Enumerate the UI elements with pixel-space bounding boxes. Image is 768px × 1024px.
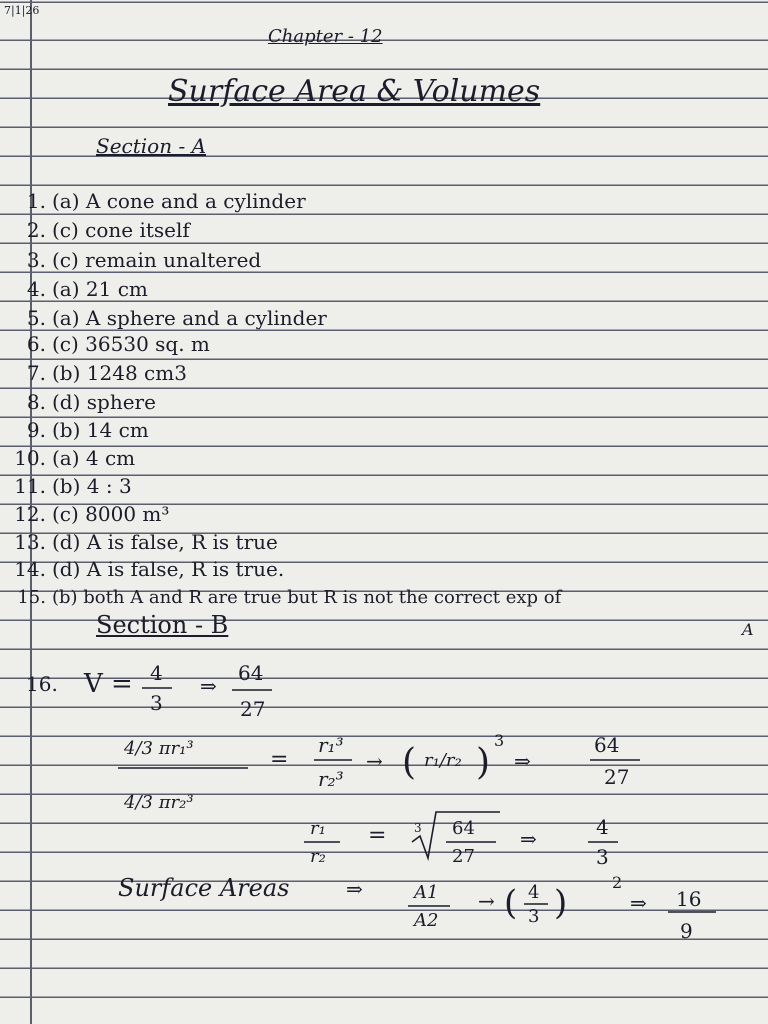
answer-number: 10. (14, 446, 46, 470)
arrow-icon: ⇒ (346, 877, 363, 901)
cubed-denominator: 27 (240, 697, 266, 721)
section-a-heading: Section - A (96, 134, 207, 158)
answer-text: (b) 1248 cm3 (52, 361, 187, 385)
answer-number: 5. (26, 306, 46, 330)
answer-text: (d) sphere (52, 390, 156, 414)
r1-label: r₁ (310, 818, 326, 839)
equals-sign: = (368, 823, 387, 848)
page-title: Surface Area & Volumes (168, 74, 541, 109)
arrow-icon: ⇒ (200, 674, 217, 698)
answer-number: 14. (14, 557, 46, 581)
answer-number: 4. (26, 277, 46, 301)
answer-number: 2. (26, 218, 46, 242)
result-denominator: 27 (604, 765, 630, 789)
left-paren: ( (402, 742, 417, 783)
arrow-icon: ⇒ (630, 891, 647, 915)
power-two: 2 (612, 873, 623, 892)
arrow-icon: ⇒ (514, 749, 531, 773)
squared-denominator: 3 (528, 906, 540, 927)
r1-cubed: r₁³ (318, 733, 344, 757)
answer-text: (b) 4 : 3 (52, 474, 132, 498)
answer-number: 11. (14, 474, 46, 498)
answer-text: (a) A cone and a cylinder (52, 189, 306, 213)
answer-text: (b) both A and R are true but R is not the correct exp of (52, 587, 562, 608)
equals-sign: = (270, 747, 289, 772)
answer-text: (a) 4 cm (52, 446, 136, 470)
answer-denominator: 3 (596, 845, 609, 869)
answer-text: (c) 36530 sq. m (52, 332, 210, 356)
result-numerator: 64 (594, 733, 620, 757)
right-paren: ) (554, 883, 568, 923)
date: 7|1|26 (4, 4, 40, 17)
answer-text: (c) cone itself (52, 218, 190, 242)
answer-text: (a) A sphere and a cylinder (52, 306, 327, 330)
r1-over-r2: r₁/r₂ (424, 750, 462, 771)
answer-text: (d) A is false, R is true. (52, 557, 285, 581)
section-b-heading: Section - B (96, 611, 229, 639)
answer-number: 1. (26, 189, 46, 213)
cube-root-index: 3 (414, 821, 422, 835)
left-paren: ( (504, 883, 518, 923)
a2-label: A2 (414, 910, 439, 931)
ratio-label: V = (84, 669, 133, 699)
final-denominator: 9 (680, 919, 693, 943)
answer-number: 15. (17, 587, 46, 608)
ratio-denominator: 3 (150, 691, 163, 715)
cubed-numerator: 64 (238, 661, 264, 685)
answer-text: (b) 14 cm (52, 418, 149, 442)
a1-label: A1 (414, 882, 439, 903)
answer-numerator: 4 (596, 815, 609, 839)
final-numerator: 16 (676, 887, 702, 911)
volume-numerator: 4/3 πr₁³ (124, 738, 194, 759)
ratio-numerator: 4 (150, 661, 163, 685)
surface-areas-label: Surface Areas (118, 874, 290, 902)
right-paren: ) (476, 742, 491, 783)
chapter-heading: Chapter - 12 (268, 26, 383, 47)
answer-number: 13. (14, 530, 46, 554)
answer-number: 6. (26, 332, 46, 356)
answer-number: 7. (26, 361, 46, 385)
answer-text: (d) A is false, R is true (52, 530, 278, 554)
power-three: 3 (494, 731, 505, 750)
answer-number: 3. (26, 248, 46, 272)
r2-cubed: r₂³ (318, 767, 344, 791)
arrow-icon: ⇒ (520, 827, 537, 851)
answer-text: (a) 21 cm (52, 277, 148, 301)
arrow-icon: → (366, 749, 383, 773)
answer-15-continued: A (742, 620, 754, 639)
arrow-icon: → (478, 889, 495, 913)
question-16-number: 16. (26, 672, 58, 696)
answer-number: 12. (14, 502, 46, 526)
squared-numerator: 4 (528, 882, 540, 903)
r2-label: r₂ (310, 846, 326, 867)
root-denominator: 27 (452, 846, 475, 867)
answer-text: (c) remain unaltered (52, 248, 262, 272)
answer-number: 9. (26, 418, 46, 442)
root-numerator: 64 (452, 818, 475, 839)
answer-number: 8. (26, 390, 46, 414)
volume-denominator: 4/3 πr₂³ (124, 792, 194, 813)
answer-text: (c) 8000 m³ (52, 502, 170, 526)
